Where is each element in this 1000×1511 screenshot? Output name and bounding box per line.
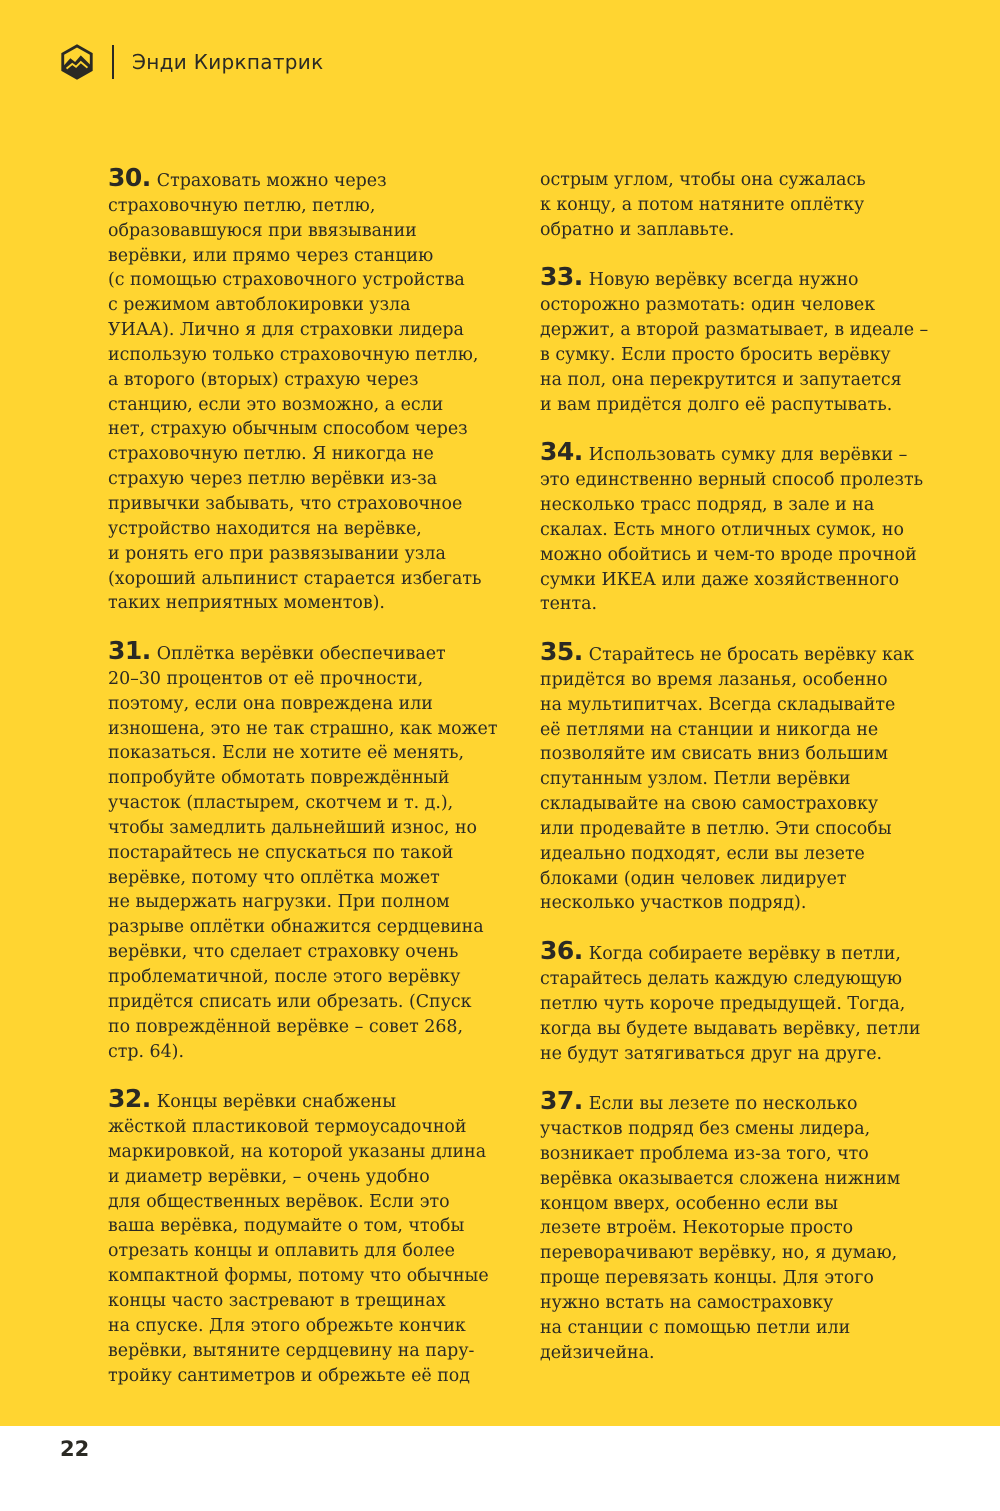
text-line — [108, 1364, 518, 1389]
text-line — [108, 467, 518, 492]
line-text: не выдержать нагрузки. При полном — [108, 892, 450, 913]
text-line — [108, 1015, 518, 1040]
text-line — [108, 1339, 518, 1364]
text-line — [540, 992, 950, 1017]
line-text: страховочную петлю. Я никогда не — [108, 444, 434, 465]
line-text: постарайтесь не спускаться по такой — [108, 842, 454, 863]
line-text: осторожно размотать: один человек — [540, 295, 876, 316]
tip-paragraph — [540, 1086, 950, 1365]
text-line — [540, 637, 950, 668]
line-text: возникает проблема из-за того, что — [540, 1143, 869, 1164]
line-text: можно обойтись и чем-то вроде прочной — [540, 544, 917, 565]
line-text: складывайте на свою самостраховку — [540, 794, 879, 815]
text-line — [540, 1341, 950, 1366]
line-text: нет, страхую обычным способом через — [108, 419, 468, 440]
text-line — [108, 841, 518, 866]
line-text: ваша верёвка, подумайте о том, чтобы — [108, 1216, 465, 1237]
line-text: блоками (один человек лидирует — [540, 868, 847, 889]
line-text: и диаметр верёвки, – очень удобно — [108, 1166, 430, 1187]
text-line — [108, 163, 518, 194]
line-text: поэтому, если она повреждена или — [108, 693, 433, 714]
line-text: обратно и заплавьте. — [540, 219, 735, 240]
text-line — [540, 368, 950, 393]
tip-number: 37. — [540, 1086, 583, 1116]
text-line — [108, 293, 518, 318]
line-text: верёвке, потому что оплётка может — [108, 867, 440, 888]
text-line — [540, 1017, 950, 1042]
line-text: изношена, это не так страшно, как может — [108, 718, 498, 739]
line-text: или продевайте в петлю. Эти способы — [540, 818, 892, 839]
line-text: маркировкой, на которой указаны длина — [108, 1141, 487, 1162]
line-text: проще перевязать концы. Для этого — [540, 1268, 874, 1289]
line-text: стр. 64). — [108, 1041, 184, 1062]
text-line — [540, 1291, 950, 1316]
text-line — [108, 1190, 518, 1215]
right-column — [540, 168, 950, 1390]
line-text: петлю чуть короче предыдущей. Тогда, — [540, 993, 906, 1014]
line-text: переворачивают верёвку, но, я думаю, — [540, 1243, 898, 1264]
line-text: таких неприятных моментов). — [108, 593, 385, 614]
text-line — [108, 717, 518, 742]
line-text: сумки ИКЕА или даже хозяйственного — [540, 569, 900, 590]
text-line — [108, 1115, 518, 1140]
text-line — [540, 668, 950, 693]
line-text: тента. — [540, 594, 598, 615]
text-line — [108, 1214, 518, 1239]
page-number: 22 — [60, 1437, 90, 1461]
text-line — [540, 318, 950, 343]
text-line — [108, 343, 518, 368]
text-line — [540, 437, 950, 468]
line-text: Старайтесь не бросать верёвку как — [588, 645, 915, 666]
tip-paragraph — [108, 636, 518, 1064]
text-line — [540, 1266, 950, 1291]
text-line — [108, 990, 518, 1015]
text-line — [108, 492, 518, 517]
text-line — [540, 967, 950, 992]
line-text: участок (пластырем, скотчем и т. д.), — [108, 793, 454, 814]
line-text: Использовать сумку для верёвки – — [588, 445, 908, 466]
text-line — [108, 318, 518, 343]
running-header — [58, 40, 323, 84]
line-text: для общественных верёвок. Если это — [108, 1191, 450, 1212]
line-text: держит, а второй разматывает, в идеале – — [540, 320, 929, 341]
text-line — [540, 343, 950, 368]
text-line — [108, 636, 518, 667]
text-line — [108, 567, 518, 592]
line-text: когда вы будете выдавать верёвку, петли — [540, 1018, 921, 1039]
line-text: на пол, она перекрутится и запутается — [540, 369, 902, 390]
line-text: верёвки, или прямо через станцию — [108, 245, 434, 266]
line-text: концом вверх, особенно если вы — [540, 1193, 838, 1214]
text-line — [540, 193, 950, 218]
line-text: спутанным узлом. Петли верёвки — [540, 769, 851, 790]
text-line — [540, 568, 950, 593]
text-line — [540, 1142, 950, 1167]
text-line — [108, 194, 518, 219]
text-line — [108, 1084, 518, 1115]
text-line — [540, 891, 950, 916]
line-text: страхую через петлю верёвки из-за — [108, 469, 438, 490]
tip-number: 31. — [108, 636, 151, 666]
text-line — [108, 1264, 518, 1289]
line-text: по повреждённой верёвке – совет 268, — [108, 1016, 464, 1037]
author-name: Энди Киркпатрик — [132, 50, 324, 74]
line-text: разрыве оплётки обнажится сердцевина — [108, 917, 484, 938]
text-line — [108, 1289, 518, 1314]
text-line — [108, 517, 518, 542]
line-text: использую только страховочную петлю, — [108, 344, 479, 365]
line-text: не будут затягиваться друг на друге. — [540, 1043, 883, 1064]
tip-paragraph — [540, 168, 950, 243]
line-text: в сумку. Если просто бросить верёвку — [540, 344, 891, 365]
text-line — [108, 1239, 518, 1264]
line-text: позволяйте им свисать вниз большим — [540, 744, 889, 765]
text-line — [108, 692, 518, 717]
text-line — [108, 940, 518, 965]
tip-number: 34. — [540, 437, 583, 467]
line-text: и ронять его при развязывании узла — [108, 543, 446, 564]
text-line — [540, 817, 950, 842]
text-line — [540, 867, 950, 892]
line-text: скалах. Есть много отличных сумок, но — [540, 519, 904, 540]
line-text: несколько участков подряд). — [540, 893, 807, 914]
tip-paragraph — [108, 1084, 518, 1388]
line-text: её петлями на станции и никогда не — [540, 719, 879, 740]
text-line — [540, 742, 950, 767]
text-line — [108, 542, 518, 567]
line-text: образовавшуюся при ввязывании — [108, 220, 417, 241]
text-line — [540, 1241, 950, 1266]
text-line — [108, 1314, 518, 1339]
line-text: концы часто застревают в трещинах — [108, 1290, 446, 1311]
header-divider — [112, 45, 114, 79]
line-text: привычки забывать, что страховочное — [108, 493, 463, 514]
line-text: чтобы замедлить дальнейший износ, но — [108, 817, 477, 838]
text-line — [540, 1192, 950, 1217]
text-line — [540, 543, 950, 568]
tip-paragraph — [108, 163, 518, 616]
text-line — [540, 1042, 950, 1067]
text-line — [540, 218, 950, 243]
text-line — [108, 667, 518, 692]
text-line — [540, 792, 950, 817]
text-line — [108, 268, 518, 293]
line-text: компактной формы, потому что обычные — [108, 1266, 489, 1287]
line-text: участков подряд без смены лидера, — [540, 1119, 871, 1140]
line-text: на станции с помощью петли или — [540, 1317, 851, 1338]
text-line — [540, 518, 950, 543]
text-line — [108, 244, 518, 269]
tip-number: 30. — [108, 163, 151, 192]
text-line — [108, 442, 518, 467]
text-line — [108, 1140, 518, 1165]
tip-number: 32. — [108, 1084, 151, 1114]
line-text: к концу, а потом натяните оплётку — [540, 194, 865, 215]
tip-paragraph — [540, 936, 950, 1066]
line-text: на мультипитчах. Всегда складывайте — [540, 694, 896, 715]
text-line — [108, 741, 518, 766]
text-line — [540, 592, 950, 617]
text-line — [540, 262, 950, 293]
text-line — [108, 816, 518, 841]
text-line — [540, 1117, 950, 1142]
line-text: попробуйте обмотать повреждённый — [108, 768, 450, 789]
line-text: (хороший альпинист старается избегать — [108, 568, 482, 589]
line-text: отрезать концы и оплавить для более — [108, 1241, 455, 1262]
line-text: жёсткой пластиковой термоусадочной — [108, 1117, 467, 1138]
tip-paragraph — [540, 262, 950, 417]
line-text: верёвка оказывается сложена нижним — [540, 1168, 901, 1189]
line-text: проблематичной, после этого верёвку — [108, 967, 461, 987]
line-text: это единственно верный способ пролезть — [540, 470, 924, 491]
line-text: идеально подходят, если вы лезете — [540, 843, 865, 864]
text-line — [108, 591, 518, 616]
line-text: тройку сантиметров и обрежьте её под — [108, 1365, 470, 1386]
text-line — [108, 1040, 518, 1065]
tip-paragraph — [540, 637, 950, 916]
text-line — [540, 468, 950, 493]
text-line — [540, 1086, 950, 1117]
text-line — [108, 915, 518, 940]
text-line — [108, 890, 518, 915]
tip-number: 33. — [540, 262, 583, 292]
line-text: нужно встать на самостраховку — [540, 1292, 834, 1313]
text-line — [108, 766, 518, 791]
tip-number: 36. — [540, 936, 583, 966]
line-text: 20–30 процентов от её прочности, — [108, 668, 424, 689]
tip-paragraph — [540, 437, 950, 617]
line-text: острым углом, чтобы она сужалась — [540, 170, 866, 190]
line-text: а второго (вторых) страхую через — [108, 369, 419, 390]
text-line — [108, 866, 518, 891]
line-text: (с помощью страховочного устройства — [108, 270, 465, 291]
text-line — [540, 1167, 950, 1192]
line-text: верёвки, вытяните сердцевину на пару- — [108, 1340, 475, 1361]
line-text: УИАА). Лично я для страховки лидера — [108, 320, 464, 341]
text-line — [108, 219, 518, 244]
line-text: страховочную петлю, петлю, — [108, 195, 376, 216]
line-text: верёвки, что сделает страховку очень — [108, 942, 459, 963]
line-text: лезете втроём. Некоторые просто — [540, 1218, 854, 1239]
text-line — [540, 842, 950, 867]
line-text: на спуске. Для этого обрежьте кончик — [108, 1315, 466, 1336]
line-text: Концы верёвки снабжены — [156, 1092, 397, 1113]
tip-number: 35. — [540, 637, 583, 667]
line-text: Если вы лезете по несколько — [588, 1094, 858, 1115]
line-text: показаться. Если не хотите её менять, — [108, 743, 465, 764]
text-line — [108, 965, 518, 990]
text-line — [540, 293, 950, 318]
text-line — [540, 718, 950, 743]
text-line — [108, 791, 518, 816]
mountain-logo-icon — [58, 43, 96, 81]
line-text: Когда собираете верёвку в петли, — [588, 944, 901, 965]
text-line — [540, 693, 950, 718]
line-text: Новую верёвку всегда нужно — [588, 270, 859, 291]
line-text: придётся списать или обрезать. (Спуск — [108, 991, 472, 1012]
text-line — [108, 417, 518, 442]
line-text: придётся во время лазанья, особенно — [540, 669, 888, 690]
line-text: Страховать можно через — [156, 171, 387, 191]
text-line — [540, 936, 950, 967]
text-line — [540, 493, 950, 518]
text-line — [540, 767, 950, 792]
text-line — [540, 1216, 950, 1241]
text-line — [540, 393, 950, 418]
text-line — [108, 368, 518, 393]
left-column — [108, 163, 518, 1413]
line-text: дейзичейна. — [540, 1342, 655, 1363]
line-text: и вам придётся долго её распутывать. — [540, 394, 893, 415]
text-line — [540, 168, 950, 193]
line-text: устройство находится на верёвке, — [108, 518, 422, 539]
line-text: старайтесь делать каждую следующую — [540, 969, 903, 989]
line-text: с режимом автоблокировки узла — [108, 295, 411, 316]
line-text: станцию, если это возможно, а если — [108, 394, 444, 415]
text-line — [108, 1165, 518, 1190]
text-line — [108, 393, 518, 418]
line-text: Оплётка верёвки обеспечивает — [156, 644, 446, 665]
line-text: несколько трасс подряд, в зале и на — [540, 494, 875, 515]
text-line — [540, 1316, 950, 1341]
